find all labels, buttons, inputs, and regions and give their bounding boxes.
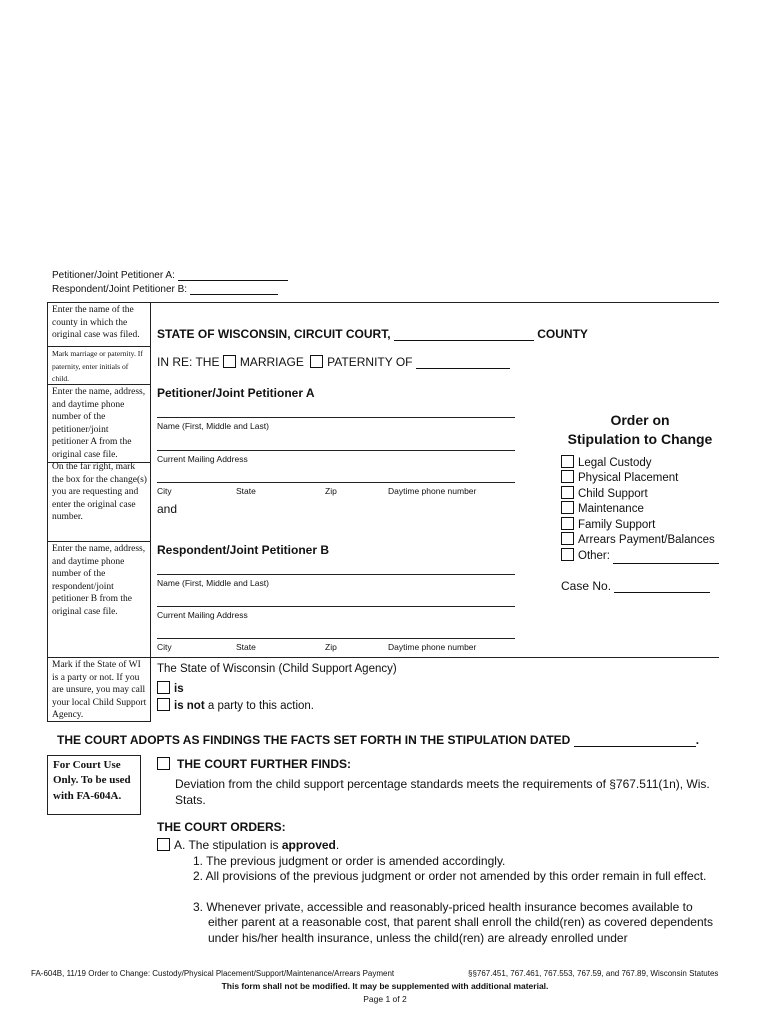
county-field[interactable] bbox=[394, 328, 534, 341]
order-item-2: 2. All provisions of the previous judgment or order not amended by this order remain in full effect. bbox=[193, 869, 707, 883]
form-title-line2: Stipulation to Change bbox=[567, 431, 713, 447]
other-checkbox[interactable] bbox=[561, 548, 574, 561]
top-rule bbox=[47, 302, 719, 303]
marriage-checkbox[interactable] bbox=[223, 355, 236, 368]
state-is-not-checkbox[interactable] bbox=[157, 698, 170, 711]
further-finds-checkbox[interactable] bbox=[157, 757, 170, 770]
arrears-checkbox[interactable] bbox=[561, 532, 574, 545]
respondent-header-label: Respondent/Joint Petitioner B: bbox=[52, 284, 188, 295]
sidebar-note-changes: On the far right, mark the box for the change(s) you are requesting and enter the original case number. bbox=[52, 462, 147, 523]
form-title-line1: Order on bbox=[610, 412, 670, 428]
petitioner-header-label: Petitioner/Joint Petitioner A: bbox=[52, 270, 175, 281]
sidebar-note-respondent: Enter the name, address, and daytime phone number of the respondent/joint petitioner B from the original case file. bbox=[52, 544, 146, 617]
marriage-label: MARRIAGE bbox=[239, 355, 304, 369]
party-a-name-label: Name (First, Middle and Last) bbox=[157, 421, 269, 431]
further-finds bbox=[157, 757, 351, 771]
respondent-header-field[interactable] bbox=[190, 294, 278, 295]
in-re-label: IN RE: THE bbox=[157, 355, 220, 369]
option-other[interactable] bbox=[561, 548, 719, 564]
in-re-line bbox=[157, 355, 510, 369]
sidebar-divider-1 bbox=[47, 346, 150, 347]
form-title bbox=[530, 411, 750, 449]
legal-custody-checkbox[interactable] bbox=[561, 455, 574, 468]
state-section-rule bbox=[47, 657, 719, 658]
findings-adopts-text: THE COURT ADOPTS AS FINDINGS THE FACTS SET FORTH IN THE STIPULATION DATED bbox=[57, 733, 571, 747]
stipulation-date-field[interactable] bbox=[574, 734, 696, 747]
respondent-header bbox=[52, 284, 278, 295]
option-child-support[interactable] bbox=[561, 486, 648, 502]
order-a-bold: approved bbox=[281, 838, 336, 852]
footer-notice: This form shall not be modified. It may be supplemented with additional material. bbox=[221, 981, 549, 991]
party-b-city-label: City bbox=[157, 642, 172, 652]
child-support-label: Child Support bbox=[578, 488, 648, 500]
arrears-label: Arrears Payment/Balances bbox=[578, 534, 715, 546]
paternity-label: PATERNITY OF bbox=[327, 355, 413, 369]
paternity-checkbox[interactable] bbox=[310, 355, 323, 368]
option-physical-placement[interactable] bbox=[561, 470, 678, 486]
physical-placement-label: Physical Placement bbox=[578, 472, 679, 484]
order-a-end: . bbox=[335, 838, 340, 852]
party-a-address-line[interactable] bbox=[157, 450, 515, 451]
option-family-support[interactable] bbox=[561, 517, 655, 533]
state-is-option[interactable] bbox=[157, 681, 184, 695]
state-court-label: STATE OF WISCONSIN, CIRCUIT COURT, bbox=[157, 327, 391, 341]
petitioner-header-field[interactable] bbox=[178, 280, 288, 281]
sidebar-divider-4 bbox=[47, 541, 150, 542]
party-b-heading: Respondent/Joint Petitioner B bbox=[157, 543, 330, 557]
orders-heading: THE COURT ORDERS: bbox=[157, 820, 286, 834]
state-is-not-bold: is not bbox=[174, 700, 205, 712]
case-number bbox=[561, 579, 710, 593]
sidebar-left-border bbox=[47, 302, 48, 722]
deviation-text: Deviation from the child support percentage standards meets the requirements of §767.511(1n), Wis. Stats. bbox=[175, 777, 710, 807]
party-b-zip-label: Zip bbox=[325, 642, 337, 652]
party-a-state-label: State bbox=[236, 486, 256, 496]
case-no-field[interactable] bbox=[614, 580, 710, 593]
order-a-prefix: A. The stipulation is bbox=[174, 838, 279, 852]
court-use-box: For Court Use Only. To be used with FA-604A. bbox=[47, 755, 141, 815]
party-b-address-label: Current Mailing Address bbox=[157, 610, 248, 620]
order-item-1: 1. The previous judgment or order is amended accordingly. bbox=[193, 854, 506, 868]
child-support-checkbox[interactable] bbox=[561, 486, 574, 499]
family-support-label: Family Support bbox=[578, 519, 656, 531]
party-a-address-label: Current Mailing Address bbox=[157, 454, 248, 464]
other-field[interactable] bbox=[613, 552, 719, 564]
county-label: COUNTY bbox=[537, 327, 588, 341]
party-a-heading: Petitioner/Joint Petitioner A bbox=[157, 386, 315, 400]
and-text: and bbox=[157, 502, 178, 516]
order-a-checkbox[interactable] bbox=[157, 838, 170, 851]
party-a-name-line[interactable] bbox=[157, 417, 515, 418]
state-is-not-option[interactable] bbox=[157, 698, 314, 712]
physical-placement-checkbox[interactable] bbox=[561, 470, 574, 483]
footer-form-id: FA-604B, 11/19 Order to Change: Custody/Physical Placement/Support/Maintenance/Arrears Payment bbox=[31, 969, 395, 978]
option-legal-custody[interactable] bbox=[561, 455, 652, 471]
sidebar-note-state: Mark if the State of WI is a party or not. If you are unsure, you may call your local Child Support Agency. bbox=[52, 660, 147, 721]
footer-page: Page 1 of 2 bbox=[363, 994, 407, 1004]
party-a-zip-label: Zip bbox=[325, 486, 337, 496]
family-support-checkbox[interactable] bbox=[561, 517, 574, 530]
maintenance-checkbox[interactable] bbox=[561, 501, 574, 514]
party-a-city-label: City bbox=[157, 486, 172, 496]
petitioner-header bbox=[52, 270, 288, 281]
party-b-name-label: Name (First, Middle and Last) bbox=[157, 578, 269, 588]
court-line bbox=[157, 327, 588, 341]
sidebar-note-county: Enter the name of the county in which the original case was filed. bbox=[52, 305, 140, 341]
party-b-phone-label: Daytime phone number bbox=[388, 642, 477, 652]
further-finds-label: THE COURT FURTHER FINDS: bbox=[177, 757, 351, 771]
party-b-state-label: State bbox=[236, 642, 256, 652]
party-a-phone-label: Daytime phone number bbox=[388, 486, 477, 496]
state-is-label: is bbox=[174, 683, 184, 695]
sidebar-note-petitioner: Enter the name, address, and daytime phone number of the petitioner/joint petitioner A from the original case file. bbox=[52, 387, 146, 460]
state-is-not-rest: a party to this action. bbox=[207, 700, 314, 712]
option-arrears[interactable] bbox=[561, 532, 715, 548]
footer-statutes: §§767.451, 767.461, 767.553, 767.59, and 767.89, Wisconsin Statutes bbox=[468, 969, 719, 978]
party-b-address-line[interactable] bbox=[157, 606, 515, 607]
order-item-3: 3. Whenever private, accessible and reasonably-priced health insurance becomes available to either parent at a reasonable cost, that parent shall enroll the child(ren) as covered dependents under his/her health insurance, unless the child(ren) are already enrolled under bbox=[193, 900, 713, 945]
legal-custody-label: Legal Custody bbox=[578, 457, 652, 469]
state-party-intro: The State of Wisconsin (Child Support Agency) bbox=[157, 663, 397, 675]
findings-adopts: THE COURT ADOPTS AS FINDINGS THE FACTS SET FORTH IN THE STIPULATION DATED . bbox=[57, 733, 700, 747]
sidebar-note-marriage: Mark marriage or paternity. If paternity, enter initials of child. bbox=[52, 349, 143, 384]
other-label: Other: bbox=[578, 550, 610, 562]
maintenance-label: Maintenance bbox=[578, 503, 644, 515]
option-maintenance[interactable] bbox=[561, 501, 644, 517]
order-a bbox=[157, 838, 339, 852]
party-b-city-line[interactable] bbox=[157, 638, 515, 639]
party-b-name-line[interactable] bbox=[157, 574, 515, 575]
case-no-label: Case No. bbox=[561, 579, 612, 593]
paternity-field[interactable] bbox=[416, 356, 510, 369]
party-a-city-line[interactable] bbox=[157, 482, 515, 483]
sidebar-right-border bbox=[150, 302, 151, 722]
state-is-checkbox[interactable] bbox=[157, 681, 170, 694]
